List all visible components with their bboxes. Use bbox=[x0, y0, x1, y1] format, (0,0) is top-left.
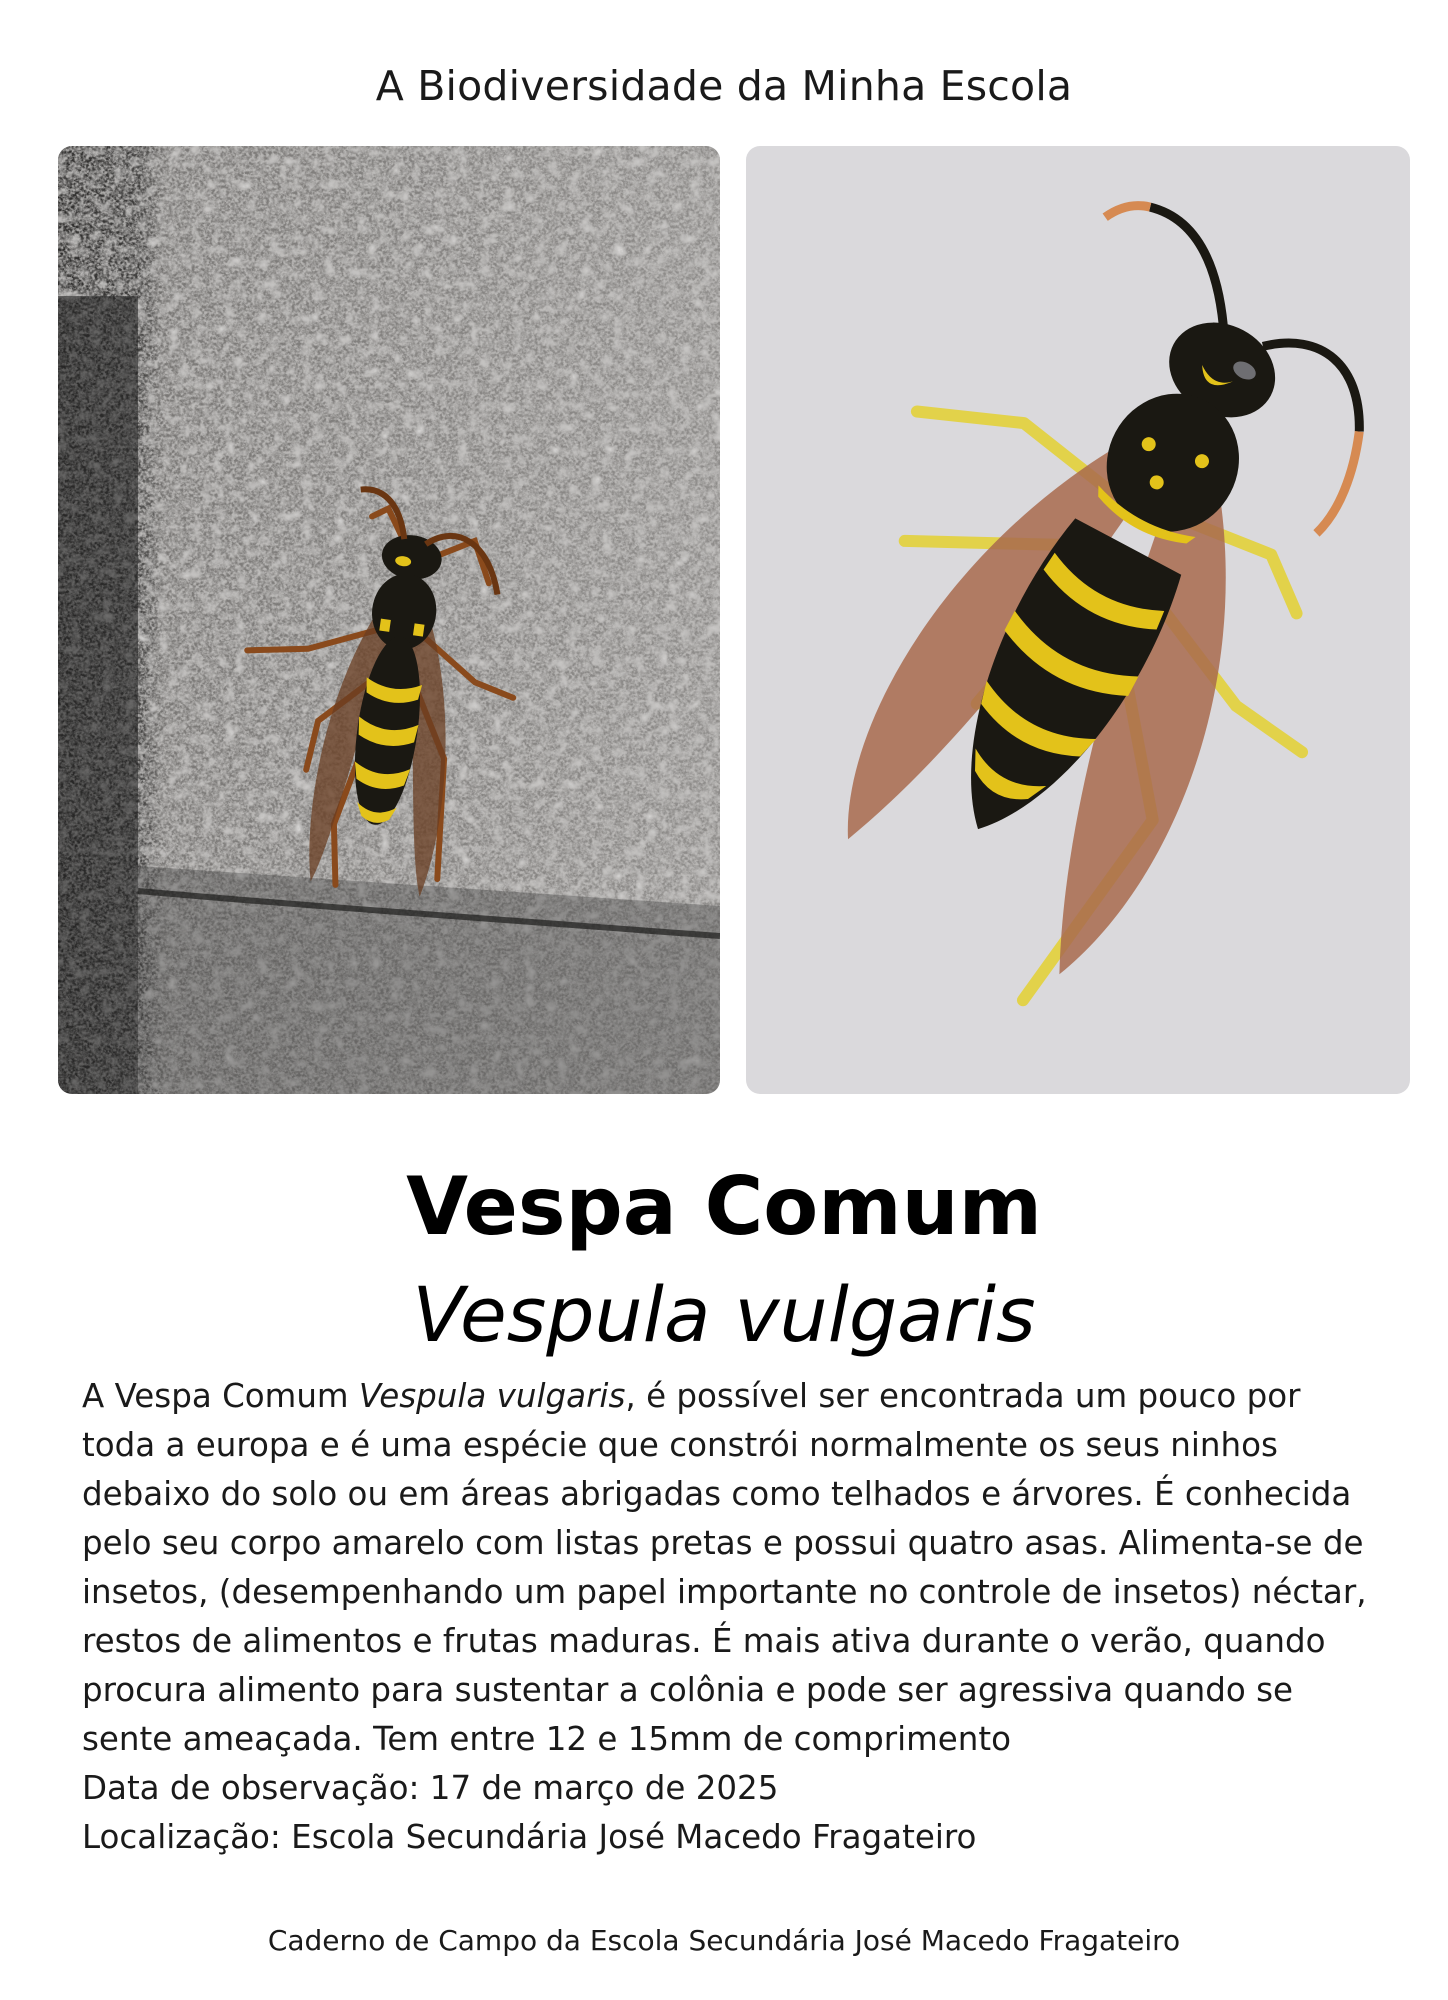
page-footer: Caderno de Campo da Escola Secundária José Macedo Fragateiro bbox=[267, 1924, 1181, 1957]
species-description bbox=[82, 1372, 1382, 1862]
description-body: , é possível ser encontrada um pouco por toda a europa e é uma espécie que constrói normalmente os seus ninhos debaixo do solo ou em áreas abrigadas como telhados e árvores. É conhecida pelo seu corpo amarelo com listas pretas e possui quatro asas. Alimenta-se de insetos, (desempenhando um papel importante no controle de insetos) néctar, restos de alimentos e frutas maduras. É mais ativa durante o verão, quando procura alimento para sustentar a colônia e pode ser agressiva quando se sente ameaçada. Tem entre 12 e 15mm de comprimento bbox=[82, 1377, 1367, 1758]
wasp-drawing bbox=[746, 146, 1410, 1094]
description-paragraph bbox=[82, 1372, 1382, 1764]
observation-date: Data de observação: 17 de março de 2025 bbox=[82, 1769, 779, 1807]
description-scientific-name: Vespula vulgaris bbox=[358, 1377, 626, 1415]
description-lead: A Vespa Comum bbox=[82, 1377, 359, 1415]
observation-location: Localização: Escola Secundária José Macedo Fragateiro bbox=[82, 1818, 977, 1856]
wasp-photograph bbox=[58, 146, 720, 1094]
species-scientific-name: Vespula vulgaris bbox=[412, 1270, 1036, 1359]
species-common-name: Vespa Comum bbox=[406, 1160, 1042, 1253]
page-header: A Biodiversidade da Minha Escola bbox=[375, 62, 1073, 110]
